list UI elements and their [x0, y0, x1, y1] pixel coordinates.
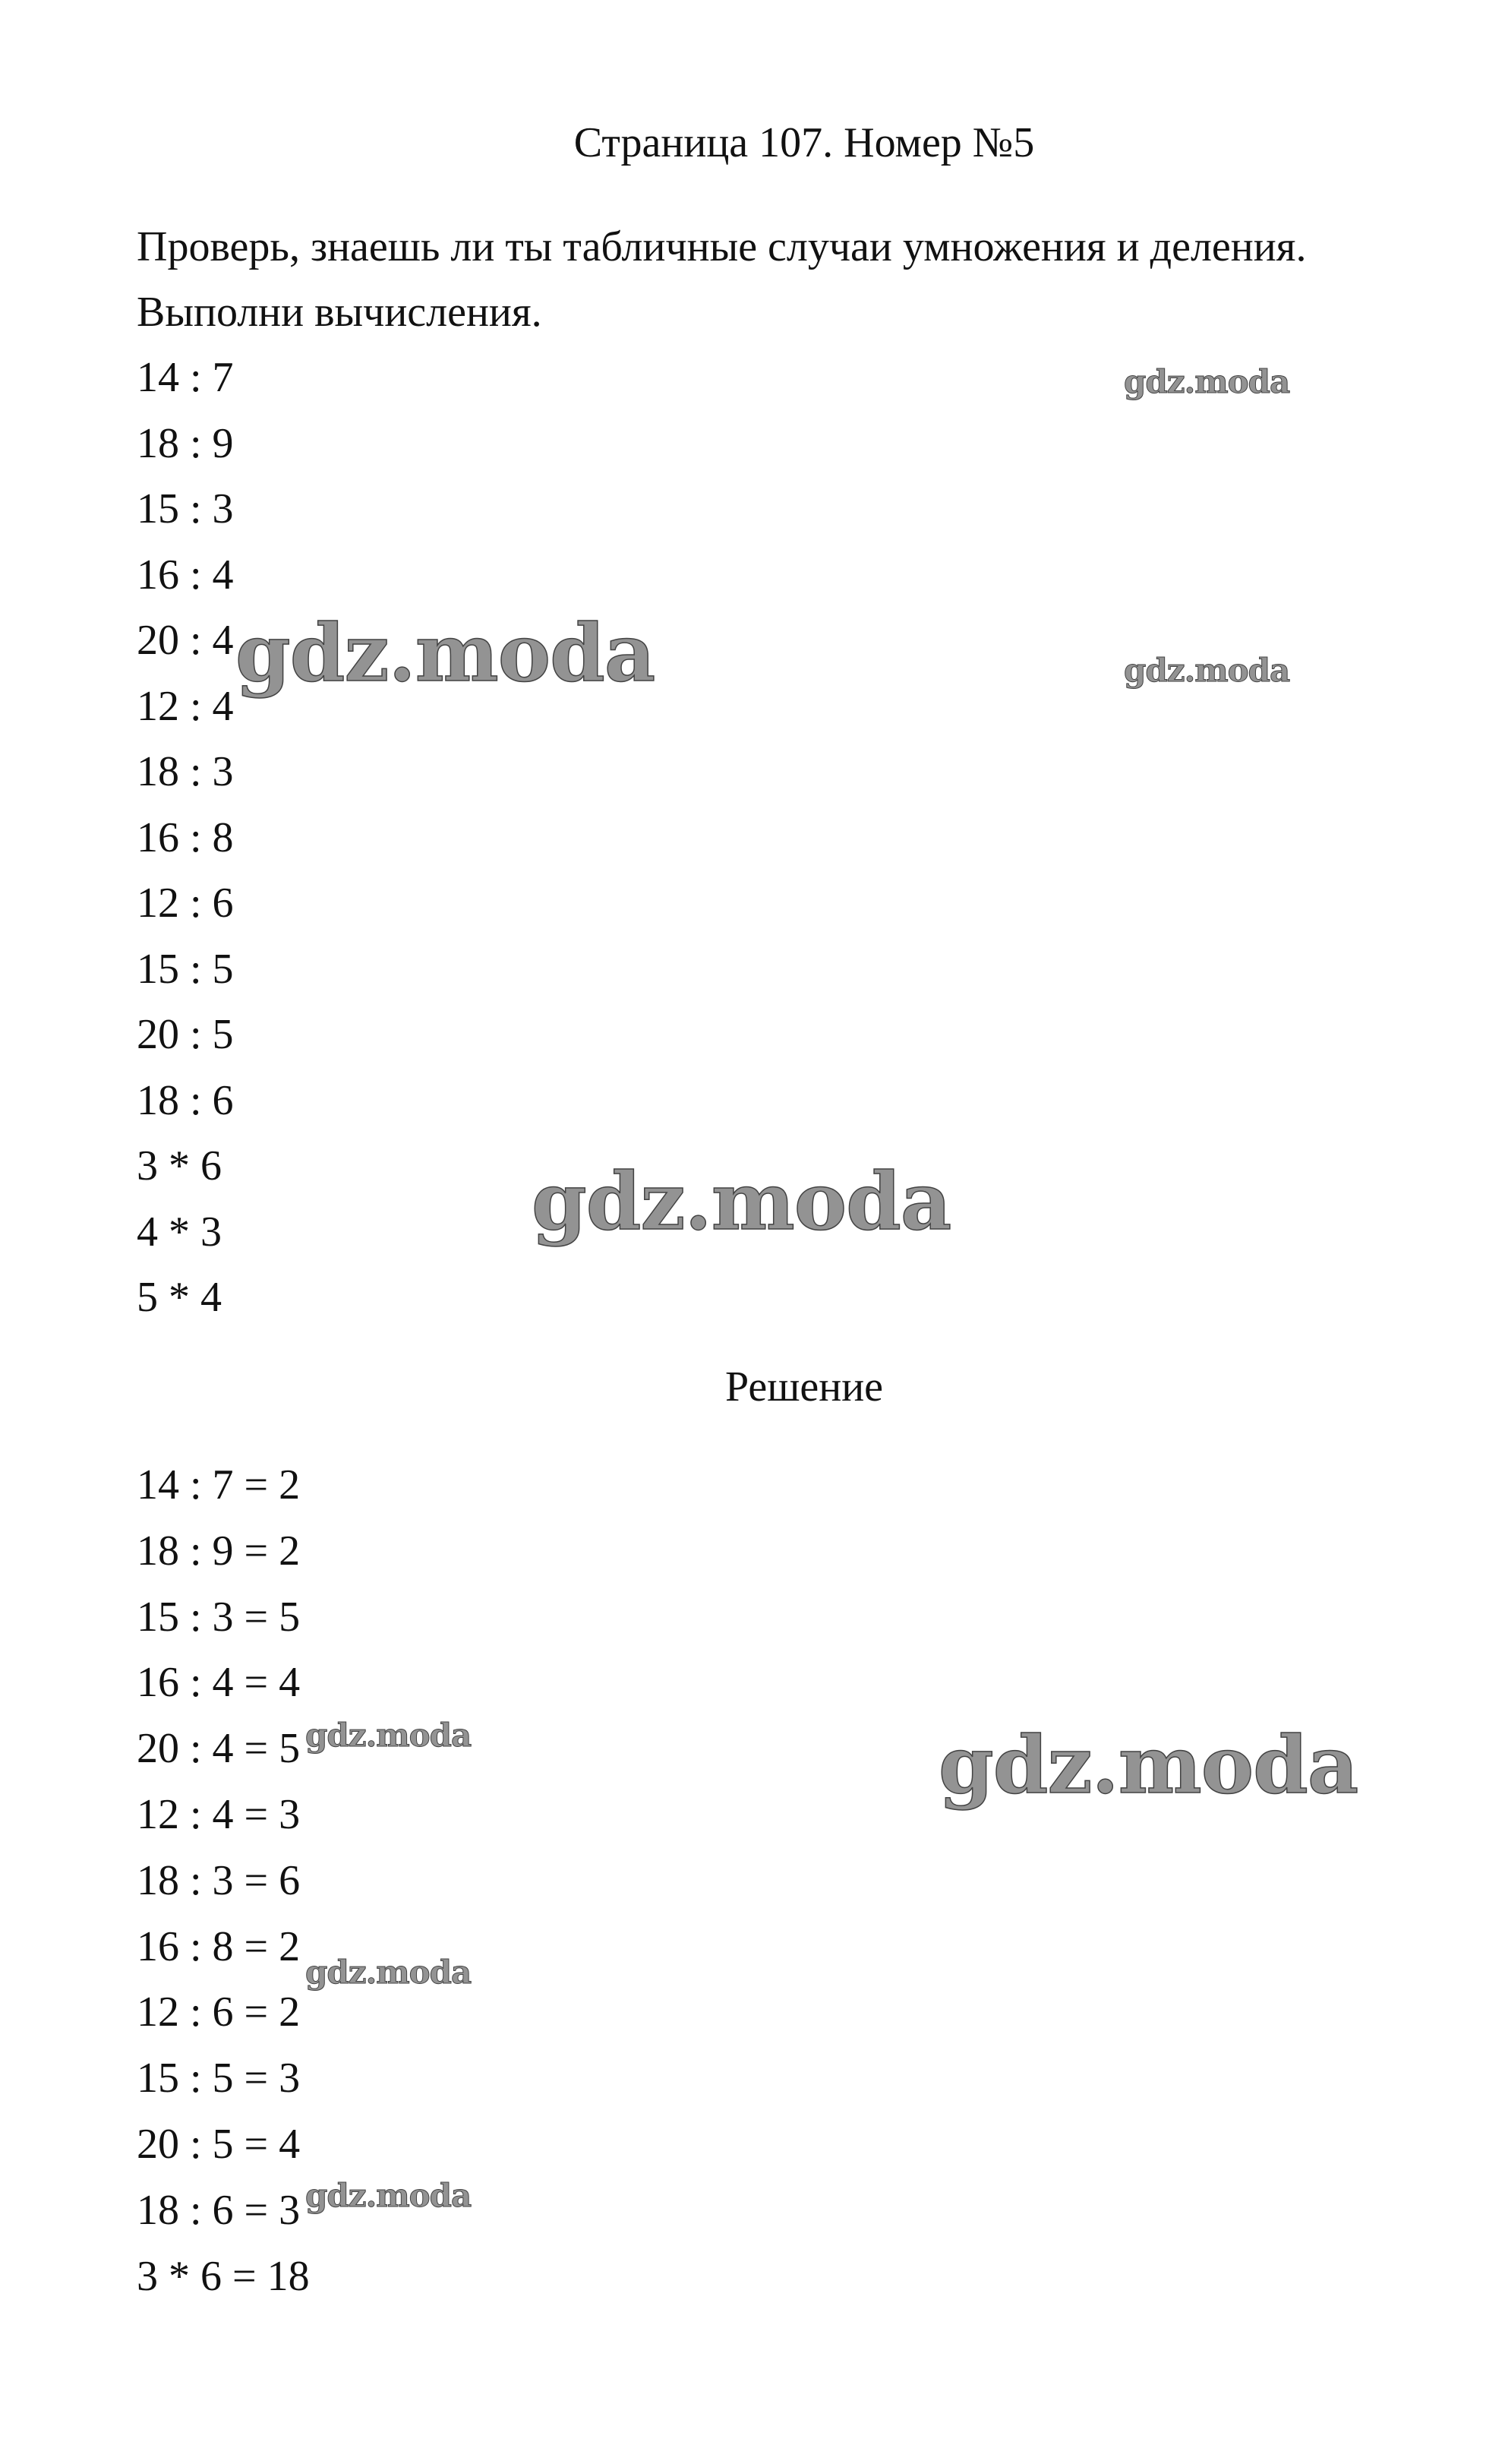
task-line-2: Выполни вычисления.	[137, 289, 542, 336]
expression-item: 12 : 4	[137, 682, 234, 730]
answer-item: 3 * 6 = 18	[137, 2252, 310, 2300]
answer-item: 20 : 5 = 4	[137, 2120, 301, 2168]
watermark: gdz.moda	[235, 606, 655, 700]
watermark: gdz.moda	[1124, 363, 1290, 400]
task-text	[137, 214, 1473, 345]
expression-item: 20 : 4	[137, 617, 234, 664]
solution-heading: Решение	[724, 1363, 884, 1410]
watermark: gdz.moda	[1124, 652, 1290, 689]
answer-item: 15 : 5 = 3	[137, 2055, 301, 2102]
expression-item: 5 * 4	[137, 1274, 222, 1321]
answer-item: 18 : 3 = 6	[137, 1856, 301, 1904]
expression-item: 20 : 5	[137, 1011, 234, 1058]
expression-list	[137, 345, 234, 1331]
answer-item: 18 : 9 = 2	[137, 1527, 301, 1575]
expression-item: 18 : 9	[137, 419, 234, 467]
expression-item: 15 : 5	[137, 945, 234, 993]
answer-item: 12 : 4 = 3	[137, 1790, 301, 1838]
watermark: gdz.moda	[305, 2177, 472, 2214]
watermark: gdz.moda	[305, 1717, 472, 1754]
expression-item: 16 : 8	[137, 813, 234, 861]
expression-item: 18 : 6	[137, 1076, 234, 1124]
expression-item: 3 * 6	[137, 1142, 222, 1189]
answer-item: 12 : 6 = 2	[137, 1989, 301, 2036]
watermark: gdz.moda	[939, 1718, 1358, 1812]
answer-item: 18 : 6 = 3	[137, 2186, 301, 2234]
expression-item: 12 : 6	[137, 880, 234, 927]
answer-item: 20 : 4 = 5	[137, 1725, 301, 1773]
answer-item: 16 : 8 = 2	[137, 1922, 301, 1970]
expression-item: 18 : 3	[137, 748, 234, 795]
expression-item: 14 : 7	[137, 354, 234, 401]
expression-item: 16 : 4	[137, 551, 234, 599]
expression-item: 4 * 3	[137, 1208, 222, 1256]
watermark: gdz.moda	[305, 1954, 472, 1991]
watermark: gdz.moda	[532, 1155, 951, 1248]
answer-item: 14 : 7 = 2	[137, 1461, 301, 1508]
page-title: Страница 107. Номер №5	[573, 119, 1035, 166]
answer-item: 15 : 3 = 5	[137, 1593, 301, 1641]
answer-item: 16 : 4 = 4	[137, 1659, 301, 1707]
answer-list	[137, 1452, 310, 2309]
task-line-1: Проверь, знаешь ли ты табличные случаи умножения и деления.	[137, 223, 1307, 270]
expression-item: 15 : 3	[137, 485, 234, 532]
